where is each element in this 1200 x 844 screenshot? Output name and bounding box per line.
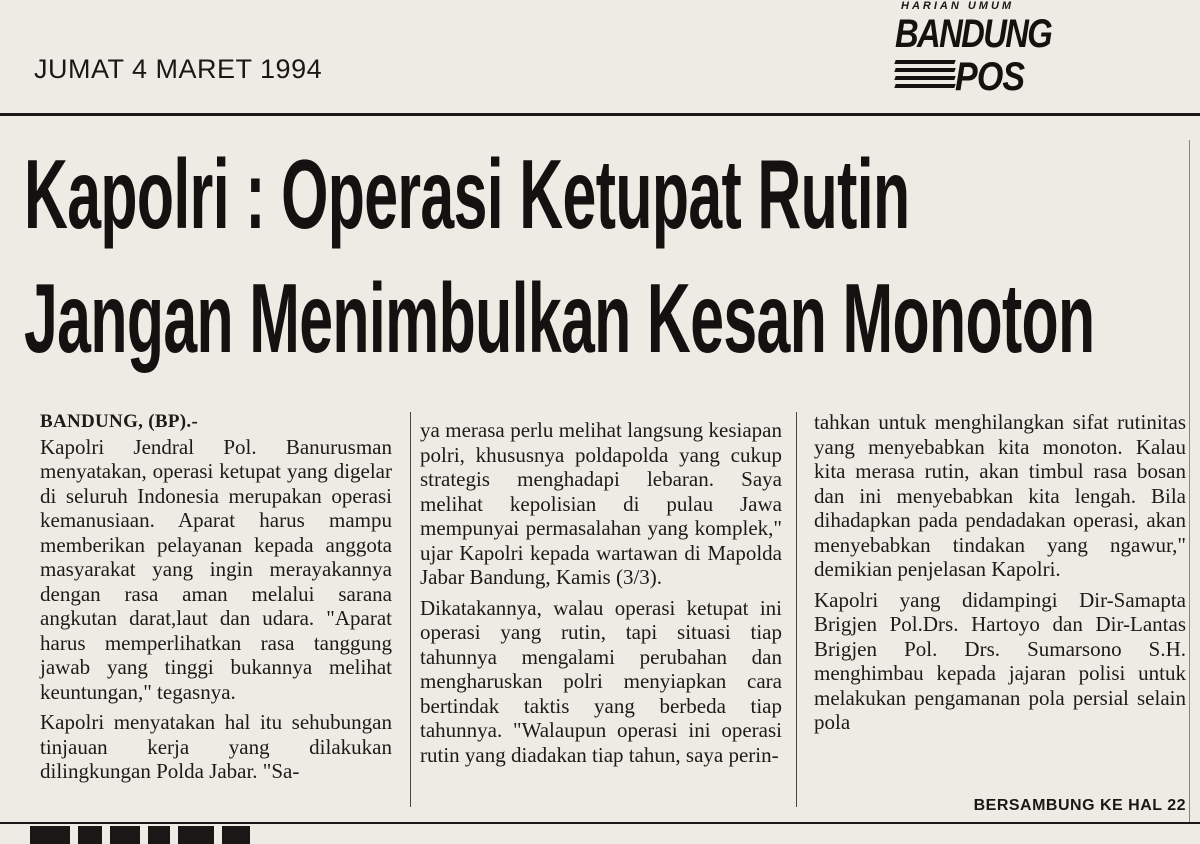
headline-line-2: Jangan Menimbulkan Kesan Monoton	[24, 263, 1095, 373]
publication-date: JUMAT 4 MARET 1994	[34, 54, 323, 84]
article-paragraph: Kapolri Jendral Pol. Banurusman menyatakan, operasi ketupat yang digelar di seluruh Indonesia merupakan operasi kemanusiaan. Aparat harus mampu memberikan pelayanan kepada anggota masyarakat yang ingin merayakannya dengan rasa aman melalui sarana angkutan darat,laut dan udara. "Aparat harus memperlihatkan rasa tanggung jawab yang tinggi bukannya melihat keuntungan," tegasnya.	[40, 434, 392, 704]
article-paragraph: Kapolri menyatakan hal itu sehubungan tinjauan kerja yang dilakukan dilingkungan Polda Jabar. "Sa-	[40, 710, 392, 783]
article-paragraph: Kapolri yang didampingi Dir-Samapta Brigjen Pol.Drs. Hartoyo dan Dir-Lantas Brigjen Pol. Drs. Sumarsono S.H. menghimbau kepada jajaran polisi untuk melakukan pengamanan pola persial selain pola	[814, 587, 1186, 734]
continued-notice: BERSAMBUNG KE HAL 22	[973, 797, 1186, 814]
article-body	[32, 410, 1192, 820]
top-divider	[0, 113, 1200, 116]
masthead-stripes-icon	[895, 60, 955, 98]
article-column-1	[40, 410, 392, 784]
headline-line-1: Kapolri : Operasi Ketupat Rutin	[24, 139, 910, 249]
article-dateline: BANDUNG, (BP).-	[40, 411, 199, 432]
article-paragraph: Dikatakannya, walau operasi ketupat ini operasi yang rutin, tapi situasi tiap tahunnya mengalami perubahan dan mengharuskan polri menyiapkan cara bertindak taktis yang berbeda tiap tahunnya. "Walaupun operasi ini operasi rutin yang diadakan tiap tahun, saya perin-	[420, 595, 782, 767]
masthead-pos: POS	[955, 55, 1025, 99]
article-paragraph: ya merasa perlu melihat langsung kesiapan polri, khususnya poldapolda yang cukup strategis menghadapi lebaran. Saya melihat kepolisian di pulau Jawa mempunyai permasalahan yang komplek," ujar Kapolri kepada wartawan di Mapolda Jabar Bandung, Kamis (3/3).	[420, 418, 782, 589]
masthead-subtitle: HARIAN UMUM	[901, 0, 1015, 12]
article-column-3	[814, 410, 1186, 735]
masthead-name: BANDUNG	[895, 12, 1052, 56]
masthead-logo	[893, 0, 1053, 104]
article-paragraph: tahkan untuk menghilangkan sifat rutinitas yang menyebabkan kita monoton. Kalau kita merasa rutin, akan timbul rasa bosan dan ini menyebabkan kita lengah. Bila dihadapkan pada pendadakan operasi, akan menyebabkan tindakan yang ngawur," demikian penjelasan Kapolri.	[814, 410, 1186, 581]
next-article-headline-fragment	[30, 826, 350, 844]
article-column-2	[420, 418, 782, 767]
bottom-divider	[0, 822, 1200, 824]
